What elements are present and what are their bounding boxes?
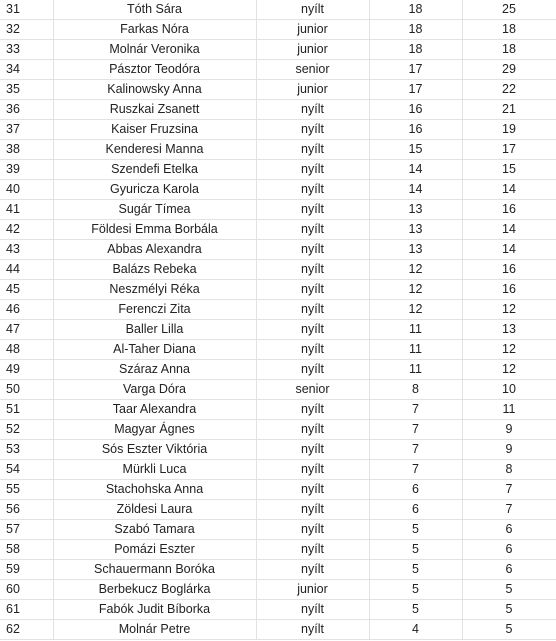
cell-col5[interactable]: 7 bbox=[462, 500, 556, 520]
cell-rank[interactable]: 55 bbox=[0, 480, 53, 500]
cell-category[interactable]: junior bbox=[256, 20, 369, 40]
cell-category[interactable]: nyílt bbox=[256, 180, 369, 200]
cell-rank[interactable]: 57 bbox=[0, 520, 53, 540]
cell-col4[interactable]: 13 bbox=[369, 200, 462, 220]
cell-rank[interactable]: 40 bbox=[0, 180, 53, 200]
table-row bbox=[0, 380, 556, 400]
table-row bbox=[0, 0, 556, 20]
cell-col5[interactable]: 13 bbox=[462, 320, 556, 340]
cell-rank[interactable]: 50 bbox=[0, 380, 53, 400]
cell-col4[interactable]: 14 bbox=[369, 160, 462, 180]
cell-category[interactable]: nyílt bbox=[256, 340, 369, 360]
cell-col5[interactable]: 16 bbox=[462, 200, 556, 220]
cell-category[interactable]: nyílt bbox=[256, 560, 369, 580]
cell-col5[interactable]: 6 bbox=[462, 520, 556, 540]
table-row bbox=[0, 80, 556, 100]
cell-col5[interactable]: 14 bbox=[462, 220, 556, 240]
cell-col5[interactable]: 11 bbox=[462, 400, 556, 420]
cell-category[interactable]: nyílt bbox=[256, 260, 369, 280]
cell-col5[interactable]: 25 bbox=[462, 0, 556, 20]
cell-category[interactable]: senior bbox=[256, 380, 369, 400]
table-row bbox=[0, 440, 556, 460]
cell-category[interactable]: nyílt bbox=[256, 280, 369, 300]
cell-rank[interactable]: 52 bbox=[0, 420, 53, 440]
table-row bbox=[0, 460, 556, 480]
cell-rank[interactable]: 43 bbox=[0, 240, 53, 260]
cell-category[interactable]: nyílt bbox=[256, 140, 369, 160]
cell-rank[interactable]: 51 bbox=[0, 400, 53, 420]
cell-col4[interactable]: 12 bbox=[369, 280, 462, 300]
cell-category[interactable]: nyílt bbox=[256, 0, 369, 20]
cell-category[interactable]: nyílt bbox=[256, 300, 369, 320]
table-row bbox=[0, 180, 556, 200]
cell-rank[interactable]: 59 bbox=[0, 560, 53, 580]
table-row bbox=[0, 260, 556, 280]
cell-col4[interactable]: 7 bbox=[369, 440, 462, 460]
cell-name[interactable]: Földesi Emma Borbála bbox=[53, 220, 256, 240]
cell-rank[interactable]: 37 bbox=[0, 120, 53, 140]
table-row bbox=[0, 220, 556, 240]
cell-col5[interactable]: 19 bbox=[462, 120, 556, 140]
table-row bbox=[0, 60, 556, 80]
table-row bbox=[0, 20, 556, 40]
cell-col4[interactable]: 11 bbox=[369, 320, 462, 340]
cell-col4[interactable]: 5 bbox=[369, 540, 462, 560]
table-row bbox=[0, 520, 556, 540]
cell-rank[interactable]: 34 bbox=[0, 60, 53, 80]
cell-col4[interactable]: 11 bbox=[369, 340, 462, 360]
cell-name[interactable]: Tóth Sára bbox=[53, 0, 256, 20]
cell-col4[interactable]: 16 bbox=[369, 100, 462, 120]
cell-category[interactable]: nyílt bbox=[256, 240, 369, 260]
cell-col4[interactable]: 5 bbox=[369, 580, 462, 600]
table-row bbox=[0, 600, 556, 620]
cell-rank[interactable]: 46 bbox=[0, 300, 53, 320]
cell-name[interactable]: Neszmélyi Réka bbox=[53, 280, 256, 300]
table-row bbox=[0, 40, 556, 60]
table-row bbox=[0, 420, 556, 440]
cell-col4[interactable]: 5 bbox=[369, 560, 462, 580]
cell-col5[interactable]: 12 bbox=[462, 360, 556, 380]
cell-category[interactable]: nyílt bbox=[256, 420, 369, 440]
cell-col5[interactable]: 21 bbox=[462, 100, 556, 120]
table-row bbox=[0, 160, 556, 180]
cell-col4[interactable]: 8 bbox=[369, 380, 462, 400]
cell-name[interactable]: Stachohska Anna bbox=[53, 480, 256, 500]
cell-col4[interactable]: 16 bbox=[369, 120, 462, 140]
cell-rank[interactable]: 32 bbox=[0, 20, 53, 40]
cell-name[interactable]: Taar Alexandra bbox=[53, 400, 256, 420]
cell-col4[interactable]: 6 bbox=[369, 500, 462, 520]
cell-rank[interactable]: 56 bbox=[0, 500, 53, 520]
cell-name[interactable]: Sós Eszter Viktória bbox=[53, 440, 256, 460]
cell-col4[interactable]: 18 bbox=[369, 40, 462, 60]
cell-name[interactable]: Abbas Alexandra bbox=[53, 240, 256, 260]
cell-col4[interactable]: 13 bbox=[369, 220, 462, 240]
cell-rank[interactable]: 61 bbox=[0, 600, 53, 620]
cell-rank[interactable]: 39 bbox=[0, 160, 53, 180]
table-row bbox=[0, 540, 556, 560]
cell-category[interactable]: nyílt bbox=[256, 460, 369, 480]
cell-name[interactable]: Al-Taher Diana bbox=[53, 340, 256, 360]
cell-col5[interactable]: 9 bbox=[462, 440, 556, 460]
cell-category[interactable]: nyílt bbox=[256, 540, 369, 560]
table-row bbox=[0, 280, 556, 300]
table-row bbox=[0, 500, 556, 520]
cell-col5[interactable]: 6 bbox=[462, 560, 556, 580]
cell-category[interactable]: nyílt bbox=[256, 220, 369, 240]
cell-col4[interactable]: 12 bbox=[369, 260, 462, 280]
cell-category[interactable]: nyílt bbox=[256, 120, 369, 140]
cell-category[interactable]: nyílt bbox=[256, 360, 369, 380]
cell-rank[interactable]: 36 bbox=[0, 100, 53, 120]
cell-rank[interactable]: 35 bbox=[0, 80, 53, 100]
cell-col4[interactable]: 12 bbox=[369, 300, 462, 320]
cell-category[interactable]: nyílt bbox=[256, 620, 369, 640]
table-row bbox=[0, 560, 556, 580]
cell-col5[interactable]: 5 bbox=[462, 600, 556, 620]
cell-name[interactable]: Pásztor Teodóra bbox=[53, 60, 256, 80]
cell-col4[interactable]: 7 bbox=[369, 420, 462, 440]
cell-col5[interactable]: 17 bbox=[462, 140, 556, 160]
table-row bbox=[0, 580, 556, 600]
cell-col4[interactable]: 14 bbox=[369, 180, 462, 200]
cell-col4[interactable]: 17 bbox=[369, 60, 462, 80]
cell-name[interactable]: Berbekucz Boglárka bbox=[53, 580, 256, 600]
table-row bbox=[0, 300, 556, 320]
cell-rank[interactable]: 31 bbox=[0, 0, 53, 20]
cell-category[interactable]: nyílt bbox=[256, 480, 369, 500]
cell-rank[interactable]: 62 bbox=[0, 620, 53, 640]
cell-name[interactable]: Kalinowsky Anna bbox=[53, 80, 256, 100]
cell-category[interactable]: nyílt bbox=[256, 200, 369, 220]
cell-name[interactable]: Farkas Nóra bbox=[53, 20, 256, 40]
cell-name[interactable]: Száraz Anna bbox=[53, 360, 256, 380]
cell-name[interactable]: Molnár Petre bbox=[53, 620, 256, 640]
cell-rank[interactable]: 58 bbox=[0, 540, 53, 560]
cell-name[interactable]: Magyar Ágnes bbox=[53, 420, 256, 440]
cell-col4[interactable]: 15 bbox=[369, 140, 462, 160]
cell-category[interactable]: nyílt bbox=[256, 500, 369, 520]
cell-category[interactable]: junior bbox=[256, 40, 369, 60]
cell-col5[interactable]: 14 bbox=[462, 180, 556, 200]
cell-col5[interactable]: 5 bbox=[462, 580, 556, 600]
cell-col4[interactable]: 18 bbox=[369, 20, 462, 40]
cell-col5[interactable]: 9 bbox=[462, 420, 556, 440]
table-row bbox=[0, 480, 556, 500]
cell-col4[interactable]: 11 bbox=[369, 360, 462, 380]
cell-rank[interactable]: 44 bbox=[0, 260, 53, 280]
cell-col5[interactable]: 5 bbox=[462, 620, 556, 640]
cell-rank[interactable]: 60 bbox=[0, 580, 53, 600]
cell-col5[interactable]: 8 bbox=[462, 460, 556, 480]
cell-name[interactable]: Kenderesi Manna bbox=[53, 140, 256, 160]
cell-col5[interactable]: 16 bbox=[462, 280, 556, 300]
cell-name[interactable]: Fabók Judit Bíborka bbox=[53, 600, 256, 620]
cell-col4[interactable]: 5 bbox=[369, 600, 462, 620]
cell-col4[interactable]: 13 bbox=[369, 240, 462, 260]
cell-rank[interactable]: 38 bbox=[0, 140, 53, 160]
table-row bbox=[0, 240, 556, 260]
cell-category[interactable]: nyílt bbox=[256, 160, 369, 180]
cell-name[interactable]: Szabó Tamara bbox=[53, 520, 256, 540]
cell-col5[interactable]: 14 bbox=[462, 240, 556, 260]
cell-name[interactable]: Kaiser Fruzsina bbox=[53, 120, 256, 140]
cell-name[interactable]: Sugár Tímea bbox=[53, 200, 256, 220]
cell-col4[interactable]: 7 bbox=[369, 460, 462, 480]
cell-name[interactable]: Gyuricza Karola bbox=[53, 180, 256, 200]
cell-category[interactable]: nyílt bbox=[256, 320, 369, 340]
cell-category[interactable]: nyílt bbox=[256, 400, 369, 420]
table-row bbox=[0, 100, 556, 120]
cell-category[interactable]: nyílt bbox=[256, 520, 369, 540]
cell-rank[interactable]: 47 bbox=[0, 320, 53, 340]
cell-col5[interactable]: 7 bbox=[462, 480, 556, 500]
cell-category[interactable]: nyílt bbox=[256, 440, 369, 460]
cell-col4[interactable]: 18 bbox=[369, 0, 462, 20]
cell-col4[interactable]: 4 bbox=[369, 620, 462, 640]
cell-col5[interactable]: 16 bbox=[462, 260, 556, 280]
cell-name[interactable]: Varga Dóra bbox=[53, 380, 256, 400]
cell-rank[interactable]: 42 bbox=[0, 220, 53, 240]
cell-category[interactable]: nyílt bbox=[256, 600, 369, 620]
cell-name[interactable]: Ruszkai Zsanett bbox=[53, 100, 256, 120]
cell-rank[interactable]: 45 bbox=[0, 280, 53, 300]
cell-name[interactable]: Szendefi Etelka bbox=[53, 160, 256, 180]
cell-col4[interactable]: 6 bbox=[369, 480, 462, 500]
cell-name[interactable]: Molnár Veronika bbox=[53, 40, 256, 60]
cell-col4[interactable]: 17 bbox=[369, 80, 462, 100]
cell-rank[interactable]: 54 bbox=[0, 460, 53, 480]
cell-col5[interactable]: 29 bbox=[462, 60, 556, 80]
table-row bbox=[0, 360, 556, 380]
cell-col5[interactable]: 12 bbox=[462, 300, 556, 320]
cell-rank[interactable]: 49 bbox=[0, 360, 53, 380]
cell-category[interactable]: junior bbox=[256, 80, 369, 100]
cell-name[interactable]: Ferenczi Zita bbox=[53, 300, 256, 320]
cell-name[interactable]: Mürkli Luca bbox=[53, 460, 256, 480]
cell-rank[interactable]: 33 bbox=[0, 40, 53, 60]
cell-col5[interactable]: 22 bbox=[462, 80, 556, 100]
cell-col5[interactable]: 6 bbox=[462, 540, 556, 560]
table-row bbox=[0, 200, 556, 220]
cell-name[interactable]: Baller Lilla bbox=[53, 320, 256, 340]
cell-category[interactable]: senior bbox=[256, 60, 369, 80]
cell-col4[interactable]: 5 bbox=[369, 520, 462, 540]
cell-rank[interactable]: 53 bbox=[0, 440, 53, 460]
table-row bbox=[0, 400, 556, 420]
cell-name[interactable]: Pomázi Eszter bbox=[53, 540, 256, 560]
cell-col5[interactable]: 10 bbox=[462, 380, 556, 400]
cell-col5[interactable]: 18 bbox=[462, 40, 556, 60]
cell-rank[interactable]: 48 bbox=[0, 340, 53, 360]
table-row bbox=[0, 320, 556, 340]
table-row bbox=[0, 340, 556, 360]
table-row bbox=[0, 140, 556, 160]
cell-rank[interactable]: 41 bbox=[0, 200, 53, 220]
cell-col5[interactable]: 12 bbox=[462, 340, 556, 360]
cell-name[interactable]: Zöldesi Laura bbox=[53, 500, 256, 520]
cell-name[interactable]: Balázs Rebeka bbox=[53, 260, 256, 280]
cell-category[interactable]: junior bbox=[256, 580, 369, 600]
cell-col5[interactable]: 18 bbox=[462, 20, 556, 40]
cell-col5[interactable]: 15 bbox=[462, 160, 556, 180]
cell-name[interactable]: Schauermann Boróka bbox=[53, 560, 256, 580]
cell-col4[interactable]: 7 bbox=[369, 400, 462, 420]
cell-category[interactable]: nyílt bbox=[256, 100, 369, 120]
table-row bbox=[0, 620, 556, 640]
table-row bbox=[0, 120, 556, 140]
